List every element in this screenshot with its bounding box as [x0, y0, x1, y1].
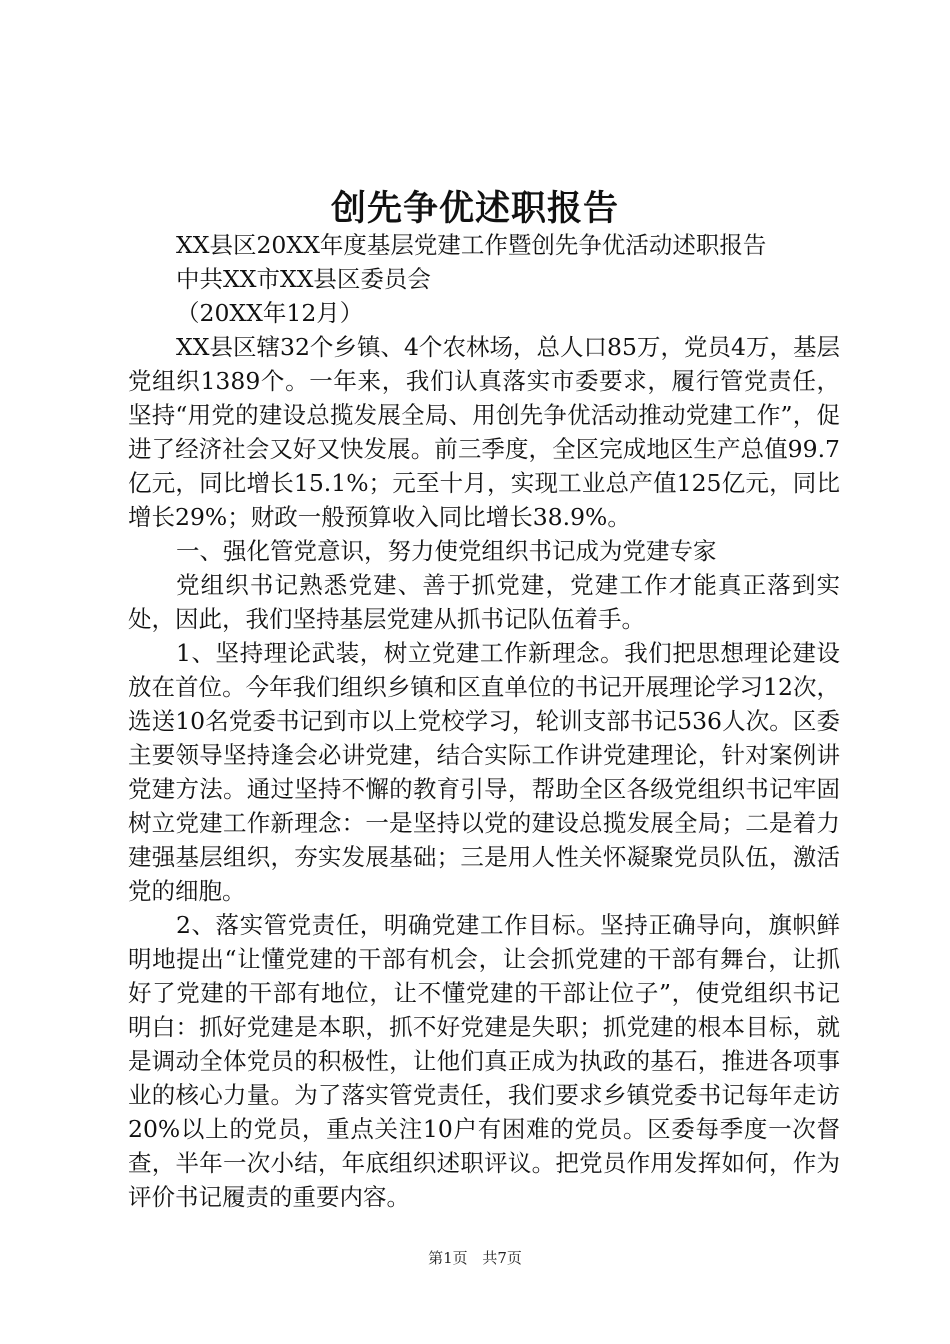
document-title: 创先争优述职报告 — [330, 188, 619, 229]
page-total: 共7页 — [482, 1249, 522, 1267]
document-body — [128, 228, 840, 1214]
section-heading-1: 一、强化管党意识，努力使党组织书记成为党建专家 — [176, 537, 717, 565]
page-footer — [0, 1248, 950, 1268]
body-paragraph-point-1: 1、坚持理论武装，树立党建工作新理念。我们把思想理论建设放在首位。今年我们组织乡镇和区直单位的书记开展理论学习12次，选送10名党委书记到市以上党校学习，轮训支部书记536人次。区委主要领导坚持逢会必讲党建，结合实际工作讲党建理论，针对案例讲党建方法。通过坚持不懈的教育引导，帮助全区各级党组织书记牢固树立党建工作新理念：一是坚持以党的建设总揽发展全局；二是着力建强基层组织，夯实发展基础；三是用人性关怀凝聚党员队伍，激活党的细胞。 — [128, 639, 840, 905]
report-date: （20XX年12月） — [176, 299, 364, 327]
report-issuer: 中共XX市XX县区委员会 — [176, 265, 431, 293]
body-paragraph-section-intro: 党组织书记熟悉党建、善于抓党建，党建工作才能真正落到实处，因此，我们坚持基层党建从抓书记队伍着手。 — [128, 571, 840, 633]
report-subtitle: XX县区20XX年度基层党建工作暨创先争优活动述职报告 — [176, 231, 767, 259]
body-paragraph-overview: XX县区辖32个乡镇、4个农林场，总人口85万，党员4万，基层党组织1389个。一年来，我们认真落实市委要求，履行管党责任，坚持“用党的建设总揽发展全局、用创先争优活动推动党建工作”，促进了经济社会又好又快发展。前三季度，全区完成地区生产总值99.7亿元，同比增长15.1%；元至十月，实现工业总产值125亿元，同比增长29%；财政一般预算收入同比增长38.9%。 — [128, 333, 840, 531]
page-number: 第1页 — [428, 1249, 468, 1267]
body-paragraph-point-2: 2、落实管党责任，明确党建工作目标。坚持正确导向，旗帜鲜明地提出“让懂党建的干部有机会，让会抓党建的干部有舞台，让抓好了党建的干部有地位，让不懂党建的干部让位子”，使党组织书记明白：抓好党建是本职，抓不好党建是失职；抓党建的根本目标，就是调动全体党员的积极性，让他们真正成为执政的基石，推进各项事业的核心力量。为了落实管党责任，我们要求乡镇党委书记每年走访20%以上的党员，重点关注10户有困难的党员。区委每季度一次督查，半年一次小结，年底组织述职评议。把党员作用发挥如何，作为评价书记履责的重要内容。 — [128, 911, 840, 1211]
